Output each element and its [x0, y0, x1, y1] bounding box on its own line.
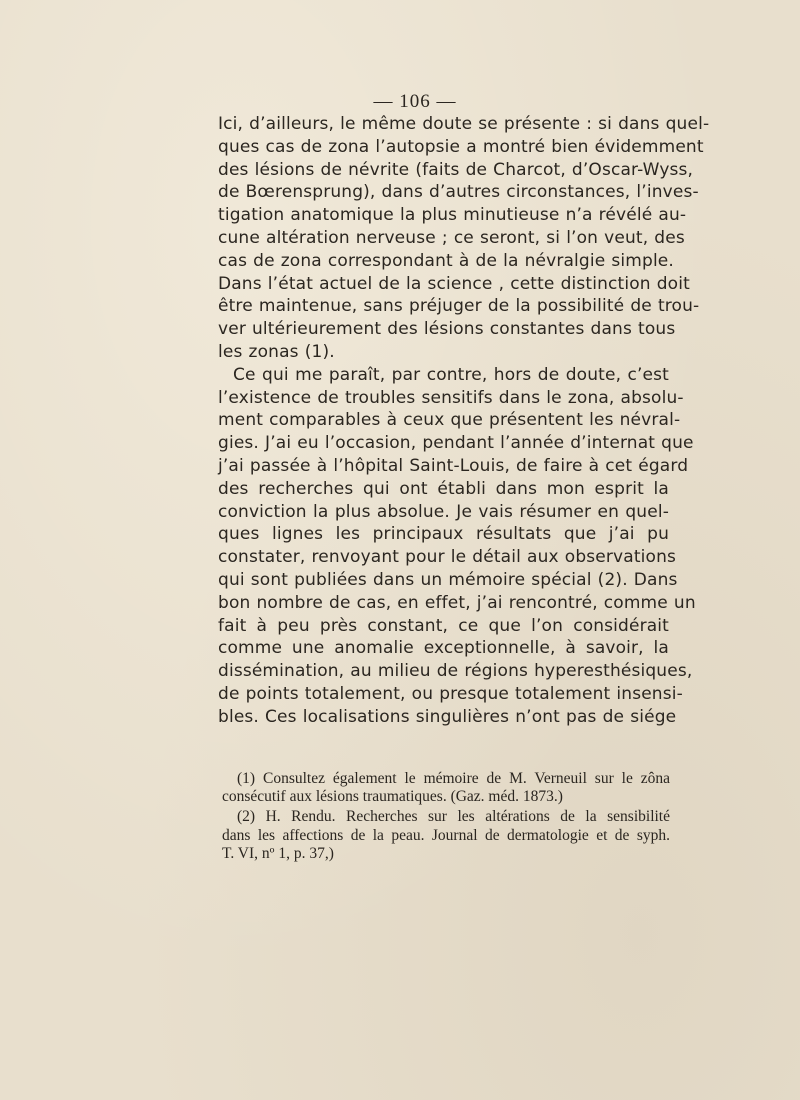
body-line: constater, renvoyant pour le détail aux observations: [218, 547, 676, 568]
body-line: des lésions de névrite (faits de Charcot, d’Oscar-Wyss,: [218, 159, 694, 180]
body-line: être maintenue, sans préjuger de la possibilité de trou-: [218, 296, 700, 317]
body-line: les zonas (1).: [218, 341, 335, 362]
footnote-2-line: T. VI, nº 1, p. 37,): [222, 844, 334, 862]
footnote-2-line: dans les affections de la peau. Journal de dermatologie et de syph.: [222, 826, 670, 844]
body-line: dissémination, au milieu de régions hyperesthésiques,: [218, 661, 693, 682]
body-line: qui sont publiées dans un mémoire spécial (2). Dans: [218, 569, 678, 590]
body-line: ment comparables à ceux que présentent les névral-: [218, 410, 681, 431]
body-line: de Bœrensprung), dans d’autres circonstances, l’inves-: [218, 182, 699, 203]
body-line: Ici, d’ailleurs, le même doute se présente : si dans quel-: [218, 114, 710, 134]
body-line: cas de zona correspondant à de la névralgie simple.: [218, 250, 674, 271]
body-line: fait à peu près constant, ce que l’on considérait: [218, 615, 669, 636]
body-line: conviction la plus absolue. Je vais résumer en quel-: [218, 501, 669, 522]
body-line: ver ultérieurement des lésions constantes dans tous: [218, 319, 676, 340]
body-line: ques lignes les principaux résultats que j’ai pu: [218, 524, 669, 545]
footnote-1-line: consécutif aux lésions traumatiques. (Gaz. méd. 1873.): [222, 788, 563, 806]
body-line: Dans l’état actuel de la science , cette distinction doit: [218, 273, 690, 294]
body-line: Ce qui me paraît, par contre, hors de doute, c’est: [233, 364, 669, 385]
body-line: de points totalement, ou presque totalement insensi-: [218, 683, 683, 704]
body-line: bles. Ces localisations singulières n’ont pas de siége: [218, 706, 677, 727]
body-line: l’existence de troubles sensitifs dans le zona, absolu-: [218, 387, 684, 408]
body-line: des recherches qui ont établi dans mon esprit la: [218, 478, 669, 499]
body-line: comme une anomalie exceptionnelle, à savoir, la: [218, 638, 669, 659]
body-line: tigation anatomique la plus minutieuse n’a révélé au-: [218, 205, 687, 226]
body-line: ques cas de zona l’autopsie a montré bien évidemment: [218, 136, 704, 157]
body-line: cune altération nerveuse ; ce seront, si l’on veut, des: [218, 227, 685, 248]
footnotes: [222, 770, 670, 863]
body-text: [218, 113, 710, 729]
footnote-2-line: (2) H. Rendu. Recherches sur les altérations de la sensibilité: [237, 808, 670, 826]
body-line: j’ai passée à l’hôpital Saint-Louis, de faire à cet égard: [218, 455, 689, 476]
page-number: — 106 —: [373, 91, 457, 112]
footnote-1-line: (1) Consultez également le mémoire de M. Verneuil sur le zôna: [237, 770, 670, 787]
body-line: gies. J’ai eu l’occasion, pendant l’année d’internat que: [218, 433, 694, 454]
body-line: bon nombre de cas, en effet, j’ai rencontré, comme un: [218, 592, 696, 613]
